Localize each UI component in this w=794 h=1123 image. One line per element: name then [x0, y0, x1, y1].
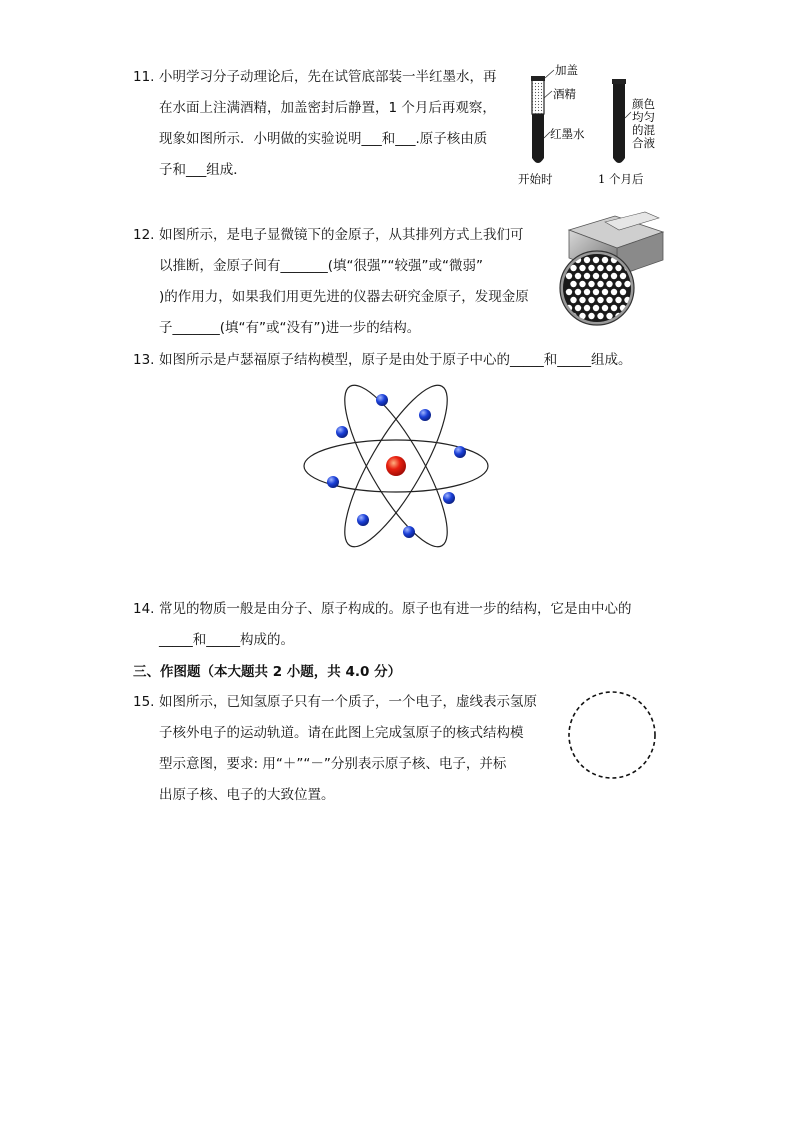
question-number: 12.: [133, 227, 155, 243]
caption-after: 1 个月后: [598, 172, 644, 186]
section-heading: 三、作图题（本大题共 2 小题，共 4.0 分）: [133, 664, 402, 680]
test-tube-start: [531, 76, 545, 163]
question-number: 13.: [133, 352, 155, 368]
label-mixed: 均匀: [632, 110, 655, 124]
label-red-ink: 红墨水: [550, 127, 585, 141]
rutherford-atom-figure: [300, 372, 494, 558]
label-cap: 加盖: [555, 63, 578, 77]
test-tube-after: [612, 79, 626, 163]
question-text-line: 在水面上注满酒精，加盖密封后静置，1 个月后再观察，: [159, 100, 496, 116]
dashed-orbit: [569, 692, 655, 778]
question-text-line: 如图所示，是电子显微镜下的金原子，从其排列方式上我们可: [159, 227, 524, 243]
gold-atoms-figure: [555, 210, 667, 328]
electron: [443, 492, 455, 504]
electron: [454, 446, 466, 458]
label-alcohol: 酒精: [553, 87, 576, 101]
question-text-line: 子和___组成．: [159, 162, 247, 178]
question-14: [133, 594, 693, 656]
electron: [419, 409, 431, 421]
label-mixed: 颜色: [632, 97, 655, 111]
question-text-line: )的作用力，如果我们用更先进的仪器去研究金原子，发现金原: [159, 289, 529, 305]
question-text-line: 型示意图，要求: 用“＋”“－”分别表示原子核、电子，并标: [159, 756, 507, 772]
label-mixed: 的混: [632, 123, 655, 137]
question-text-line: 常见的物质一般是由分子、原子构成的。原子也有进一步的结构，它是由中心的: [159, 601, 632, 617]
nucleus: [386, 456, 406, 476]
question-text-line: 以推断，金原子间有_______(填“很强”“较强”或“微弱”: [159, 258, 483, 274]
electron: [336, 426, 348, 438]
label-mixed: 合液: [632, 136, 655, 150]
question-text-line: 子_______(填“有”或“没有”)进一步的结构。: [159, 320, 421, 336]
question-number: 15.: [133, 694, 155, 710]
electron: [403, 526, 415, 538]
question-number: 14.: [133, 601, 155, 617]
question-text-line: 小明学习分子动理论后，先在试管底部装一半红墨水，再: [159, 69, 497, 85]
test-tubes-figure: [510, 58, 680, 193]
question-text-line: 如图所示是卢瑟福原子结构模型，原子是由处于原子中心的_____和_____组成。: [159, 352, 632, 368]
question-text-line: 子核外电子的运动轨道。请在此图上完成氢原子的核式结构模: [159, 725, 524, 741]
question-text-line: 现象如图所示．小明做的实验说明___和___.原子核由质: [159, 131, 488, 147]
question-text-line: _____和_____构成的。: [159, 632, 294, 648]
hydrogen-orbit-figure: [564, 687, 660, 783]
caption-start: 开始时: [518, 172, 553, 186]
question-text-line: 如图所示，已知氢原子只有一个质子，一个电子，虚线表示氢原: [159, 694, 537, 710]
electron: [376, 394, 388, 406]
electron: [357, 514, 369, 526]
electron: [327, 476, 339, 488]
question-text-line: 出原子核、电子的大致位置。: [159, 787, 335, 803]
question-number: 11.: [133, 69, 155, 85]
